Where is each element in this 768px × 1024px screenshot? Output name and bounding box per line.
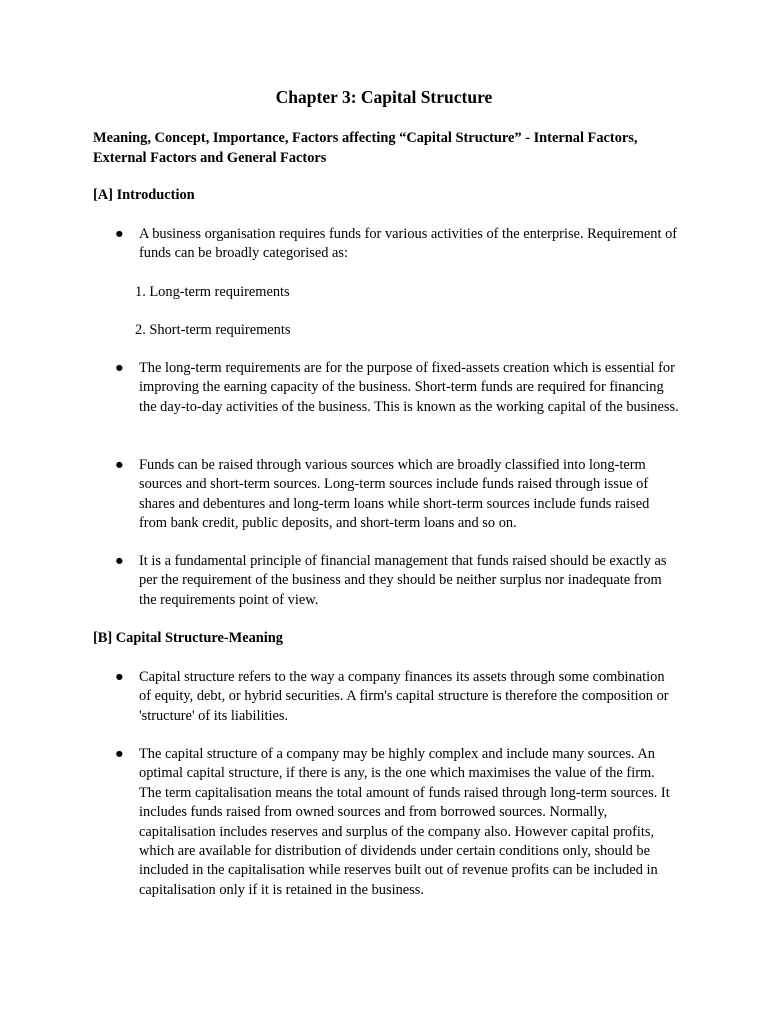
bullet-icon: ● (115, 226, 124, 242)
bullet-icon: ● (115, 669, 124, 685)
bullet-icon: ● (115, 746, 124, 762)
list-item: Capital structure refers to the way a company finances its assets through some combination of equity, debt, or hybrid securities. A firm's capital structure is therefore the composition or 'structure' of its liabilities. (139, 669, 669, 724)
numbered-item-long-term: 1. Long-term requirements (135, 284, 290, 300)
list-item: Funds can be raised through various sources which are broadly classified into long-term sources and short-term sources. Long-term sources include funds raised through issue of shares and debentures and long-term loans while short-term sources include funds raised from bank credit, public deposits, and short-term loans and so on. (139, 457, 650, 532)
section-heading-introduction: [A] Introduction (93, 187, 195, 203)
list-item: The capital structure of a company may be highly complex and include many sources. An optimal capital structure, if there is any, is the one which maximises the value of the firm. The term capitalisation means the total amount of funds raised through long-term sources. It includes funds raised from owned sources and from borrowed sources. Normally, capitalisation includes reserves and surplus of the company also. However capital profits, which are available for distribution of dividends under certain conditions only, should be included in the capitalisation while reserves built out of revenue profits can be included in capitalisation only if it is retained in the business. (139, 746, 670, 898)
page-subtitle: Meaning, Concept, Importance, Factors affecting “Capital Structure” - Internal Factors, External Factors and General Factors (93, 130, 638, 166)
page-title: Chapter 3: Capital Structure (275, 87, 493, 107)
list-item: A business organisation requires funds for various activities of the enterprise. Requirement of funds can be broadly categorised as: (139, 226, 678, 262)
section-heading-capital-structure-meaning: [B] Capital Structure-Meaning (93, 630, 283, 646)
numbered-item-short-term: 2. Short-term requirements (135, 322, 291, 338)
bullet-icon: ● (115, 360, 124, 376)
bullet-icon: ● (115, 553, 124, 569)
list-item: It is a fundamental principle of financial management that funds raised should be exactly as per the requirement of the business and they should be neither surplus nor inadequate from the requirements point of view. (139, 553, 667, 608)
bullet-icon: ● (115, 457, 124, 473)
list-item: The long-term requirements are for the purpose of fixed-assets creation which is essential for improving the earning capacity of the business. Short-term funds are required for financing the day-to-day activities of the business. This is known as the working capital of the business. (139, 360, 679, 415)
